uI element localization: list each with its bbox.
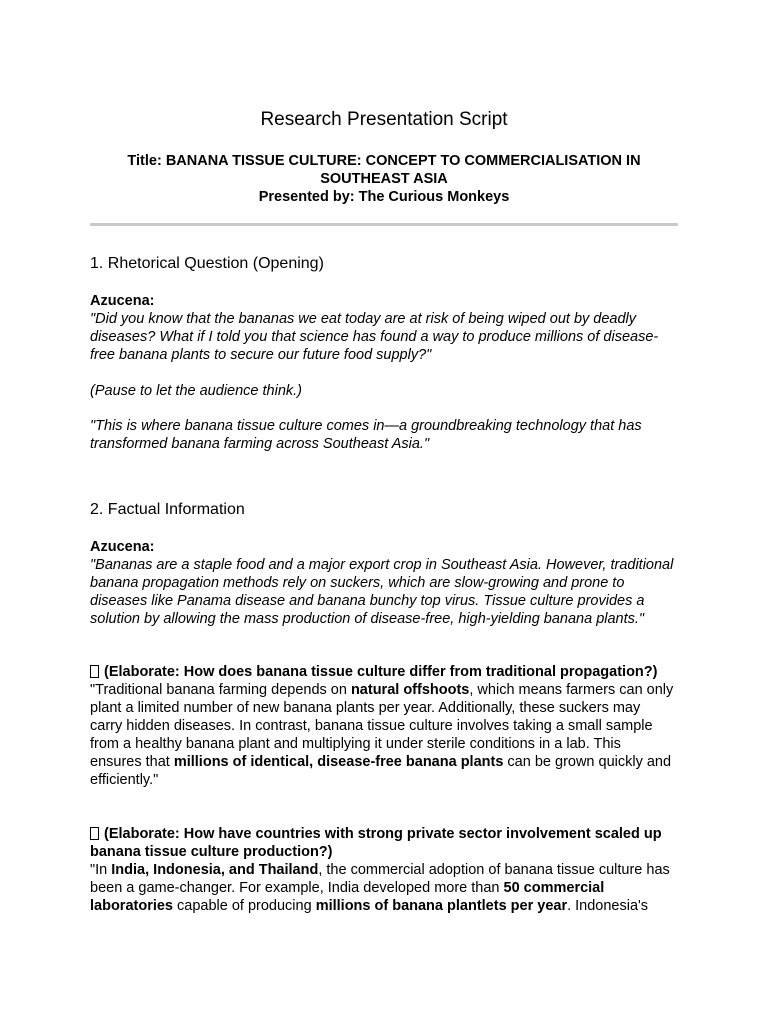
- elaborate2-prompt: [90, 825, 675, 861]
- section1-quote: "Did you know that the bananas we eat today are at risk of being wiped out by deadly diseases? What if I told you that science has found a way to produce millions of disease-free banana plants to secure our future food supply?": [90, 311, 659, 363]
- body-bold-text: millions of banana plantlets per year: [315, 898, 568, 914]
- elaborate1-prompt: [90, 663, 675, 681]
- section1-quote2: "This is where banana tissue culture comes in—a groundbreaking technology that has transformed banana farming across Southeast Asia.": [90, 418, 642, 452]
- box-icon: [90, 665, 99, 678]
- section1-pause-note: (Pause to let the audience think.): [90, 383, 302, 399]
- body-text: . Indonesia's: [567, 898, 649, 914]
- body-bold-text: natural offshoots: [350, 682, 470, 698]
- elaborate2-block: [90, 825, 675, 915]
- body-text: , which means farmers can only plant a limited number of new banana plants per year. Additionally, these suckers may carry hidden diseases. In contrast, banana tissue culture involves taking a small sample from a healthy banana plant and multiplying it under sterile conditions in a lab. This ensures that: [90, 682, 674, 770]
- body-text: "Traditional banana farming depends on: [90, 682, 351, 698]
- body-text: , the commercial adoption of banana tissue culture has been a game-changer. For example, India developed more than: [90, 862, 670, 896]
- elaborate1-prompt-text: (Elaborate: How does banana tissue culture differ from traditional propagation?): [104, 664, 658, 680]
- title-block: [110, 152, 658, 206]
- body-text: "In: [90, 862, 112, 878]
- horizontal-rule: [90, 223, 678, 226]
- speaker-label: Azucena:: [90, 539, 155, 555]
- elaborate1-block: [90, 663, 675, 789]
- section2-quote: "Bananas are a staple food and a major export crop in Southeast Asia. However, traditional banana propagation methods rely on suckers, which are slow-growing and prone to diseases like Panama disease and banana bunchy top virus. Tissue culture provides a solution by allowing the mass production of disease-free, high-yielding banana plants.": [90, 557, 674, 627]
- elaborate2-prompt-text: (Elaborate: How have countries with strong private sector involvement scaled up banana tissue culture production?): [90, 826, 662, 860]
- section1-heading: 1. Rhetorical Question (Opening): [90, 255, 324, 272]
- presented-by: Presented by: The Curious Monkeys: [258, 189, 510, 205]
- body-text: can be grown quickly and efficiently.": [90, 754, 672, 788]
- section1-speaker-block: [90, 292, 675, 364]
- body-bold-text: millions of identical, disease-free banana plants: [173, 754, 504, 770]
- body-bold-text: 50 commercial laboratories: [90, 880, 605, 914]
- body-text: capable of producing: [173, 898, 316, 914]
- document-title: Research Presentation Script: [260, 109, 508, 130]
- speaker-label: Azucena:: [90, 293, 155, 309]
- section2-heading: 2. Factual Information: [90, 501, 245, 518]
- presentation-title-line1: Title: BANANA TISSUE CULTURE: CONCEPT TO COMMERCIALISATION IN: [127, 153, 641, 169]
- box-icon: [90, 827, 99, 840]
- body-bold-text: India, Indonesia, and Thailand: [111, 862, 319, 878]
- presentation-title-line2: SOUTHEAST ASIA: [320, 171, 448, 187]
- elaborate1-body: [90, 681, 675, 789]
- section2-speaker-block: [90, 538, 675, 628]
- elaborate2-body: [90, 861, 675, 915]
